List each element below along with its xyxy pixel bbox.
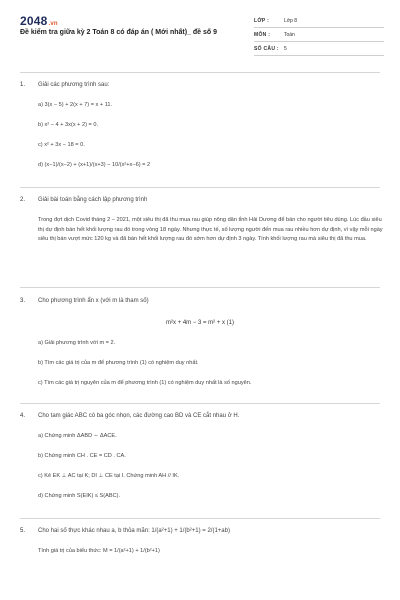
site-logo[interactable] [20,14,58,28]
page-header [0,0,400,62]
meta-value: Toán [284,32,295,38]
question-item: d) Chứng minh S(EIK) ≤ S(ABC). [38,493,121,499]
meta-row-subject [254,28,384,42]
question-item: a) Chứng minh ΔABD ∼ ΔACE. [38,433,117,439]
divider [20,72,380,73]
meta-key: MÔN : [254,32,271,38]
question-number: 4. [20,413,26,419]
question-prompt: Giải các phương trình sau: [38,82,110,88]
question-paragraph: Trong đợt dịch Covid tháng 2 − 2021, một siêu thị đã thu mua rau giúp nông dân tỉnh Hải Dương để bán cho người tiêu dùng. Lúc đầu siêu thị dự định bán hết khối lượng rau đó trong vòng 18 ngày. Nhưng thực tế, số lượng người đến mua rau nhiều hơn dự định, vì vậy mỗi ngày siêu thị bán vượt mức 120 kg và đã bán hết khối lượng rau đó sớm hơn dự định 3 ngày. Tính khối lượng rau mà siêu thị đã thu mua. [38,217,383,243]
question-item: d) (x−1)/(x−2) + (x+1)/(x+3) − 10/(x²+x−6) = 2 [38,162,151,168]
meta-key: LỚP : [254,18,270,24]
divider [20,187,380,188]
meta-row-class [254,14,384,28]
question-1 [20,82,380,182]
logo-suffix: .vn [48,21,58,27]
question-number: 5. [20,528,26,534]
divider [20,518,380,519]
divider [20,287,380,288]
meta-value: Lớp 8 [284,18,298,24]
question-item: b) Chứng minh CH . CE = CD . CA. [38,453,126,459]
question-3 [20,298,380,398]
meta-key: SỐ CÂU : [254,46,279,52]
question-2 [20,197,383,287]
question-item: a) Giải phương trình với m = 2. [38,340,116,346]
question-prompt: Cho hai số thực khác nhau a, b thỏa mãn: 1/(a²+1) + 1/(b²+1) = 2/(1+ab) [38,528,230,534]
question-number: 3. [20,298,26,304]
question-prompt: Cho phương trình ẩn x (với m là tham số) [38,298,149,304]
question-equation: m²x + 4m − 3 = m² + x (1) [165,320,234,326]
question-item: b) x² − 4 + 3x(x + 2) = 0. [38,122,99,128]
question-number: 1. [20,82,26,88]
question-item: b) Tìm các giá trị của m để phương trình (1) có nghiệm duy nhất. [38,360,199,366]
question-number: 2. [20,197,26,203]
logo-text: 2048 [20,14,48,28]
meta-value: 5 [284,46,287,52]
question-4 [20,413,380,513]
question-5 [20,528,380,568]
question-item: Tính giá trị của biểu thức: M = 1/(a²+1) + 1/(b²+1) [38,548,160,554]
question-prompt: Cho tam giác ABC có ba góc nhọn, các đường cao BD và CE cắt nhau ở H. [38,413,240,419]
meta-row-count [254,42,384,56]
question-prompt: Giải bài toán bằng cách lập phương trình [38,197,148,203]
document-title: Đề kiểm tra giữa kỳ 2 Toán 8 có đáp án ( Mới nhất)_ đề số 9 [20,29,218,36]
question-item: c) Kẻ EK ⊥ AC tại K; DI ⊥ CE tại I. Chứng minh AH // IK. [38,473,180,479]
question-item: a) 3(x − 5) + 2(x + 7) = x + 11. [38,102,113,108]
question-item: c) x² + 3x − 18 = 0. [38,142,85,148]
divider [20,403,380,404]
meta-table [254,14,384,56]
question-item: c) Tìm các giá trị nguyên của m để phương trình (1) có nghiệm duy nhất là số nguyên. [38,380,252,386]
